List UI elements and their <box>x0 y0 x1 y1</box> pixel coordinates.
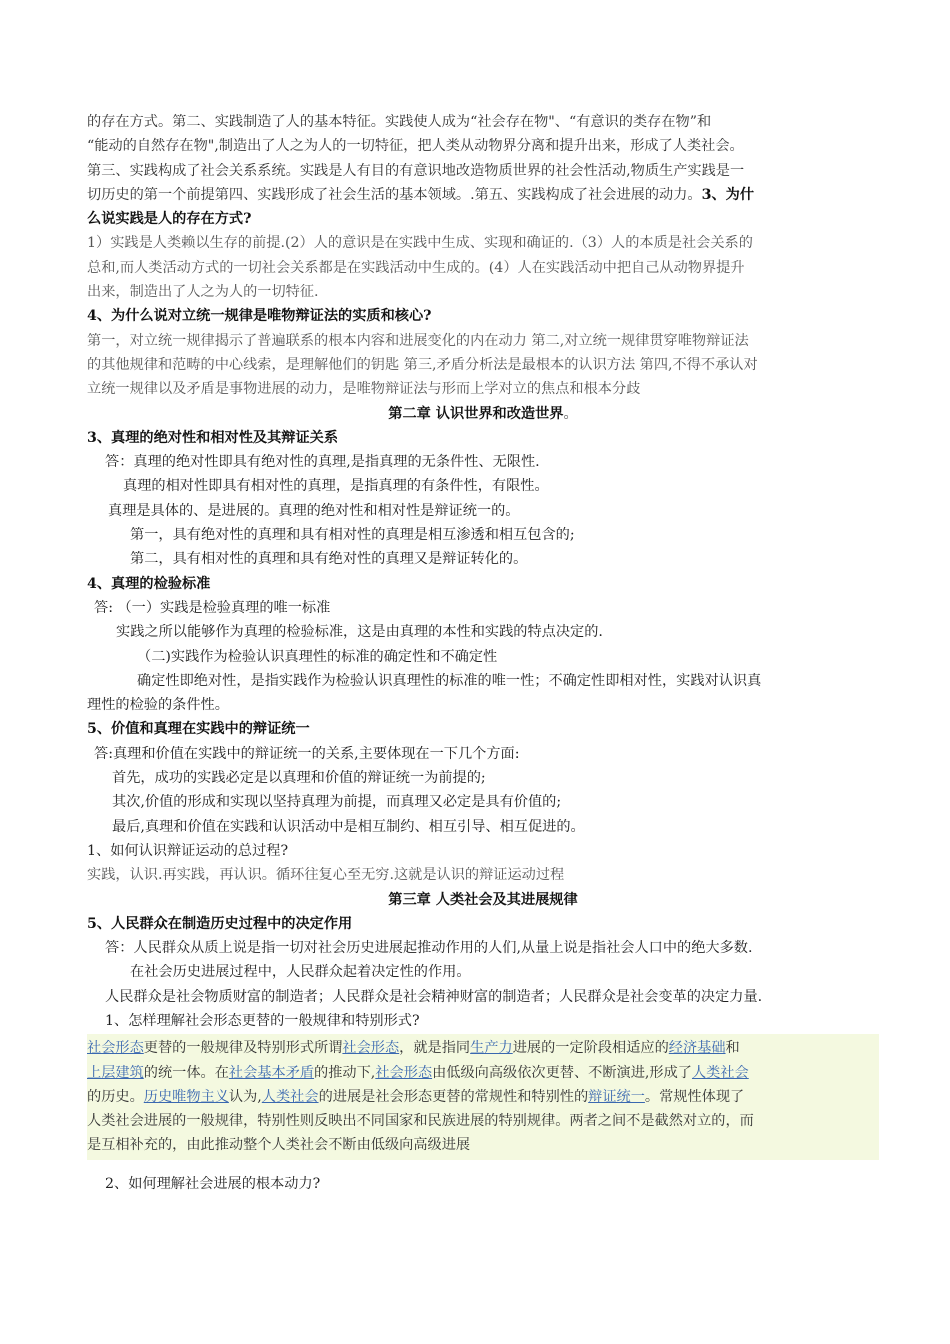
intro-line-4 <box>87 183 879 207</box>
ch2-question-5-heading: 5、价值和真理在实践中的辩证统一 <box>87 721 310 738</box>
answer-3-line-3: 出来，制造出了人之为人的一切特征. <box>87 284 319 301</box>
ch2-q3-line-3: 真理是具体的、是进展的。真理的绝对性和相对性是辩证统一的。 <box>108 502 520 519</box>
box-text-10: 的进展是社会形态更替的常规性和特别性的 <box>318 1088 589 1105</box>
box-text-6: 的推动下, <box>314 1064 376 1081</box>
ch2-q5-line-4: 最后,真理和价值在实践和认识活动中是相互制约、相互引导、相互促进的。 <box>112 818 585 835</box>
ch2-q3-line-5: 第二，具有相对性的真理和具有绝对性的真理又是辩证转化的。 <box>130 551 528 568</box>
ch2-q3-line-2: 真理的相对性即具有相对性的真理，是指真理的有条件性，有限性。 <box>123 478 549 495</box>
ch3-q5-line-2: 在社会历史进展过程中，人民群众起着决定性的作用。 <box>130 964 471 981</box>
link-social-formation-3[interactable]: 社会形态 <box>375 1064 433 1081</box>
box-line-4: 人类社会进展的一般规律，特别性则反映出不同国家和民族进展的特别规律。两者之间不是截然对立的，而 <box>87 1113 754 1130</box>
question-3-heading-end: 么说实践是人的存在方式? <box>87 211 252 228</box>
box-line-3 <box>87 1085 879 1109</box>
ch2-q5-line-1: 答:真理和价值在实践中的辩证统一的关系,主要体现在一下几个方面: <box>94 745 520 762</box>
ch2-q3-line-4: 第一，具有绝对性的真理和具有相对性的真理是相互渗透和相互包含的; <box>130 527 575 544</box>
link-productive-forces[interactable]: 生产力 <box>470 1040 513 1057</box>
link-basic-contradiction[interactable]: 社会基本矛盾 <box>228 1064 315 1081</box>
link-social-formation-2[interactable]: 社会形态 <box>342 1040 400 1057</box>
box-text-9: 认为, <box>228 1088 262 1105</box>
link-dialectical-unity[interactable]: 辩证统一 <box>588 1088 645 1105</box>
intro-line-2: “能动的自然存在物",制造出了人之为人的一切特征，把人类从动物界分离和提升出来，形成了人类社会。 <box>87 138 744 155</box>
ch3-q5-line-1: 答：人民群众从质上说是指一切对社会历史进展起推动作用的人们,从量上说是指社会人口中的绝大多数. <box>105 940 753 957</box>
ch2-q4-line-3: （二)实践作为检验认识真理性的标准的确定性和不确定性 <box>137 648 498 665</box>
ch2-question-1-heading: 1、如何认识辩证运动的总过程? <box>87 842 289 859</box>
ch2-q4-line-2: 实践之所以能够作为真理的检验标准，这是由真理的本性和实践的特点决定的. <box>116 624 603 641</box>
box-text-5: 的统一体。在 <box>143 1064 229 1081</box>
answer-4-line-1: 第一，对立统一规律揭示了普遍联系的根本内容和进展变化的内在动力 第二,对立统一规律贯穿唯物辩证法 <box>87 332 749 349</box>
answer-3-line-1: 1）实践是人类赖以生存的前提.(2）人的意识是在实践中生成、实现和确证的.（3）人的本质是社会关系的 <box>87 235 753 252</box>
intro-line-3: 第三、实践构成了社会关系系统。实践是人有目的有意识地改造物质世界的社会性活动,物质生产实践是一 <box>87 162 745 179</box>
answer-3-line-2: 总和,而人类活动方式的一切社会关系都是在实践活动中生成的。(4）人在实践活动中把自己从动物界提升 <box>87 259 745 276</box>
intro-line-4-text: 切历史的第一个前提第四、实践形成了社会生活的基本领域。.第五、实践构成了社会进展的动力。 <box>87 186 702 203</box>
document-page <box>87 110 879 1196</box>
chapter-2-title-tail: 。 <box>563 405 578 422</box>
box-text-3: 进展的一定阶段相适应的 <box>512 1040 669 1057</box>
box-line-2 <box>87 1061 879 1085</box>
box-text-11: 。常规性体现了 <box>644 1088 745 1105</box>
intro-line-1: 的存在方式。第二、实践制造了人的基本特征。实践使人成为“社会存在物"、“有意识的类存在物”和 <box>87 114 712 130</box>
box-text-1: 更替的一般规律及特别形式所谓 <box>143 1040 343 1057</box>
ch2-q1-line-1: 实践，认识.再实践，再认识。循环往复心至无穷.这就是认识的辩证运动过程 <box>87 867 565 884</box>
box-text-8: 的历史。 <box>87 1088 144 1105</box>
ch3-q5-line-3: 人民群众是社会物质财富的制造者；人民群众是社会精神财富的制造者；人民群众是社会变革的决定力量. <box>105 988 763 1005</box>
ch2-q4-line-5: 理性的检验的条件性。 <box>87 697 229 714</box>
ch2-q5-line-2: 首先，成功的实践必定是以真理和价值的辩证统一为前提的; <box>112 770 486 787</box>
answer-4-line-2: 的其他规律和范畴的中心线索，是理解他们的钥匙 第三,矛盾分析法是最根本的认识方法 第四,不得不承认对 <box>87 356 758 373</box>
answer-4-line-3: 立统一规律以及矛盾是事物进展的动力，是唯物辩证法与形而上学对立的焦点和根本分歧 <box>87 381 641 398</box>
ch3-question-1-heading: 1、怎样理解社会形态更替的一般规律和特别形式? <box>105 1012 420 1029</box>
question-3-heading-start: 3、为什 <box>701 186 755 203</box>
chapter-3-title: 第三章 人类社会及其进展规律 <box>388 891 578 908</box>
box-text-4: 和 <box>725 1040 740 1057</box>
box-text-7: 由低级向高级依次更替、不断演进,形成了 <box>432 1064 692 1081</box>
link-human-society[interactable]: 人类社会 <box>691 1064 749 1081</box>
box-text-2: ，就是指同 <box>399 1040 471 1057</box>
ch2-q4-line-4: 确定性即绝对性，是指实践作为检验认识真理性的标准的唯一性；不确定性即相对性，实践对认识真 <box>137 672 762 689</box>
link-superstructure[interactable]: 上层建筑 <box>87 1064 144 1081</box>
link-economic-base[interactable]: 经济基础 <box>668 1040 726 1057</box>
ch2-q5-line-3: 其次,价值的形成和实现以坚持真理为前提，而真理又必定是具有价值的; <box>112 794 562 811</box>
box-line-1 <box>87 1036 879 1060</box>
ch3-question-5-heading: 5、人民群众在制造历史过程中的决定作用 <box>87 915 353 932</box>
link-social-formation[interactable]: 社会形态 <box>87 1040 144 1057</box>
question-4-heading: 4、为什么说对立统一规律是唯物辩证法的实质和核心? <box>87 308 432 325</box>
ch2-q3-line-1: 答：真理的绝对性即具有绝对性的真理,是指真理的无条件性、无限性. <box>105 454 540 471</box>
highlighted-answer-box <box>87 1034 879 1159</box>
box-line-5: 是互相补充的，由此推动整个人类社会不断由低级向高级进展 <box>87 1137 471 1154</box>
ch2-q4-line-1: 答: （一）实践是检验真理的唯一标准 <box>94 599 331 616</box>
link-historical-materialism[interactable]: 历史唯物主义 <box>143 1088 229 1105</box>
link-human-society-2[interactable]: 人类社会 <box>261 1088 319 1105</box>
ch2-question-4-heading: 4、真理的检验标准 <box>87 575 211 592</box>
chapter-2-title-text: 第二章 认识世界和改造世界 <box>388 405 564 422</box>
spacer <box>87 1160 879 1172</box>
ch2-question-3-heading: 3、真理的绝对性和相对性及其辩证关系 <box>87 429 339 446</box>
ch3-question-2-heading: 2、如何理解社会进展的根本动力? <box>105 1175 321 1192</box>
chapter-2-title <box>87 402 879 426</box>
